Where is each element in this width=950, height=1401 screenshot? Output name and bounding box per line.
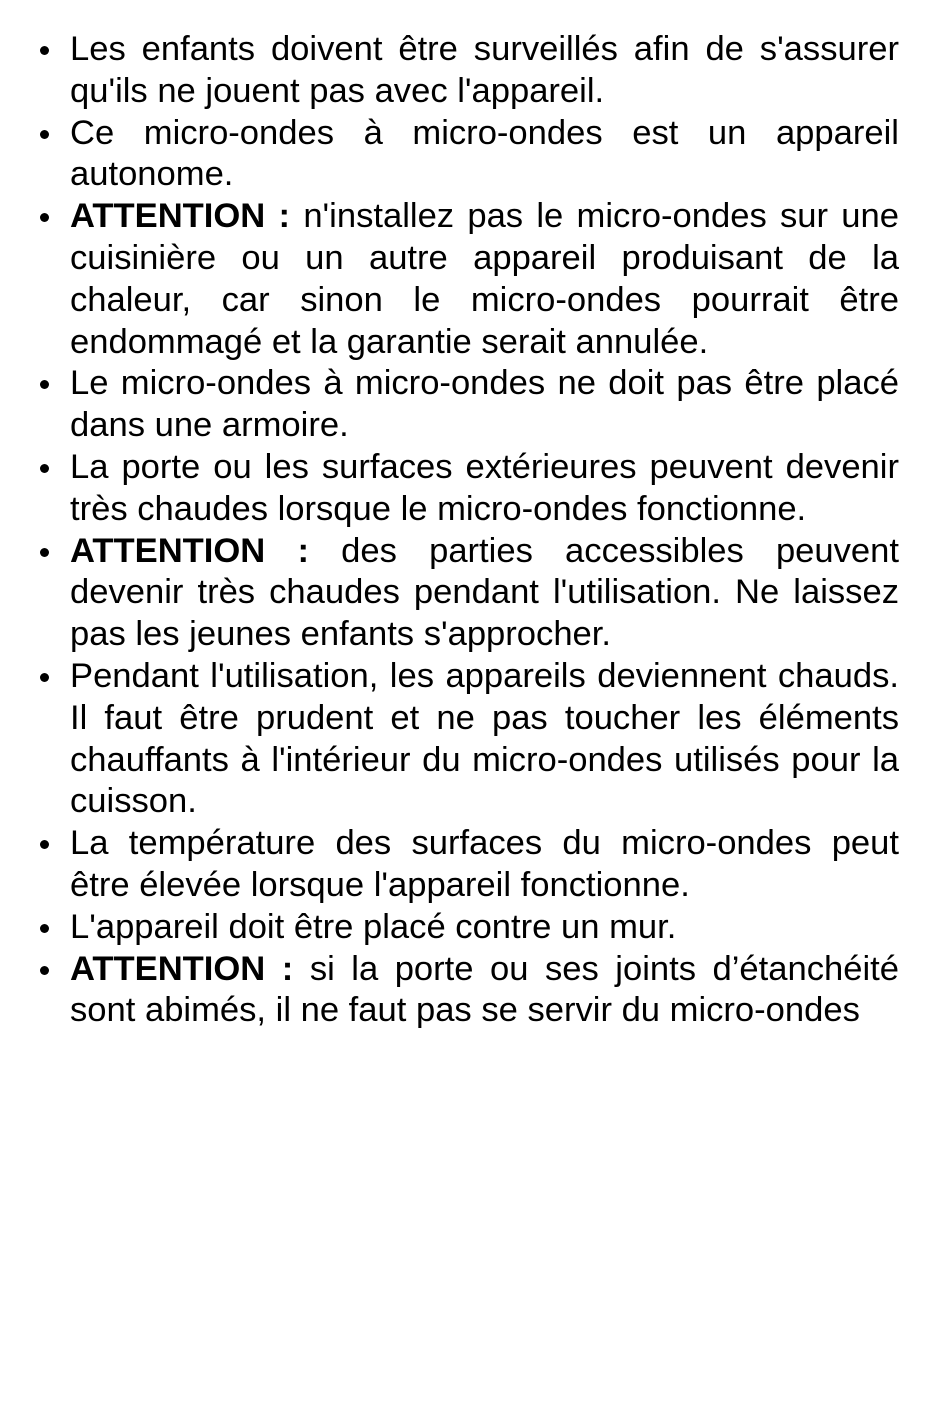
bullet-icon <box>40 966 49 975</box>
warning-label: ATTENTION : <box>70 197 291 236</box>
list-item <box>0 196 950 363</box>
bullet-icon <box>40 840 49 849</box>
bullet-icon <box>40 924 49 933</box>
list-item-text: Pendant l'utilisation, les appareils deviennent chauds. Il faut être prudent et ne pas toucher les éléments chauffants à l'intérieur du micro-ondes utilisés pour la cuisson. <box>70 656 899 821</box>
list-item-text: Les enfants doivent être surveillés afin de s'assurer qu'ils ne jouent pas avec l'appareil. <box>70 30 899 110</box>
list-item-text: L'appareil doit être placé contre un mur. <box>70 907 677 946</box>
list-item-text: n'installez pas le micro-ondes sur une cuisinière ou un autre appareil produisant de la chaleur, car sinon le micro-ondes pourrait être endommagé et la garantie serait annulée. <box>70 197 900 361</box>
bullet-icon <box>40 130 49 139</box>
list-item-text: La porte ou les surfaces extérieures peuvent devenir très chaudes lorsque le micro-ondes fonctionne. <box>70 447 899 528</box>
list-item <box>0 113 950 197</box>
list-item-text: Le micro-ondes à micro-ondes ne doit pas être placé dans une armoire. <box>70 364 899 445</box>
bullet-icon <box>40 464 49 473</box>
list-item-text: Ce micro-ondes à micro-ondes est un appareil autonome. <box>70 113 899 194</box>
bullet-icon <box>40 213 49 222</box>
list-item-text: si la porte ou ses joints d’étanchéité sont abimés, il ne faut pas se servir du micro-ondes <box>70 949 899 1030</box>
list-item <box>0 907 950 949</box>
list-item <box>0 823 950 907</box>
list-item <box>0 531 950 656</box>
warning-label: ATTENTION : <box>70 531 309 570</box>
list-item <box>0 447 950 531</box>
bullet-icon <box>40 548 49 557</box>
list-item-text: des parties accessibles peuvent devenir très chaudes pendant l'utilisation. Ne laissez pas les jeunes enfants s'approcher. <box>70 531 900 654</box>
list-item <box>0 29 950 113</box>
list-item <box>0 949 950 1033</box>
bullet-icon <box>40 673 49 682</box>
list-item <box>0 656 950 823</box>
bullet-icon <box>40 380 49 389</box>
list-item-text: La température des surfaces du micro-ondes peut être élevée lorsque l'appareil fonctionne. <box>70 824 899 904</box>
list-item <box>0 363 950 447</box>
warning-label: ATTENTION : <box>70 949 294 988</box>
safety-instructions-list <box>0 29 950 1032</box>
bullet-icon <box>40 46 49 55</box>
